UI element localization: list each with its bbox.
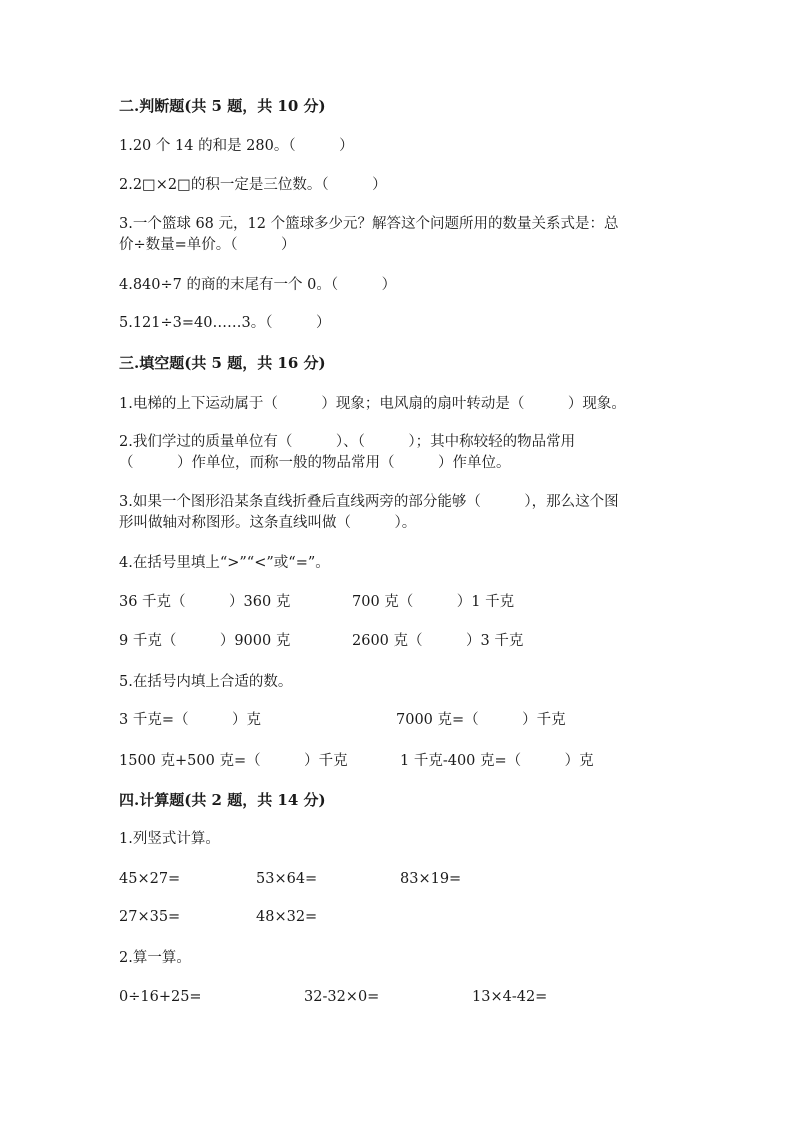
fill-question-2-line-1: 2.我们学过的质量单位有（ ）、（ ）；其中称较轻的物品常用 bbox=[119, 434, 576, 450]
calc-item: 0÷16+25= bbox=[119, 989, 202, 1005]
compare-item: 700 克（ ）1 千克 bbox=[352, 594, 515, 610]
unit-row-1 bbox=[119, 710, 679, 730]
judgment-question-3-line-1: 3.一个篮球 68 元，12 个篮球多少元？解答这个问题所用的数量关系式是：总 bbox=[119, 216, 619, 232]
unit-item: 3 千克=（ ）克 bbox=[119, 712, 261, 728]
section-title-judgment: 二.判断题(共 5 题，共 10 分) bbox=[119, 97, 326, 115]
compare-item: 9 千克（ ）9000 克 bbox=[119, 633, 291, 649]
calc-row-1 bbox=[119, 869, 679, 889]
section-title-calculation: 四.计算题(共 2 题，共 14 分) bbox=[119, 791, 326, 809]
calc-question-2: 2.算一算。 bbox=[119, 950, 191, 966]
judgment-question-4: 4.840÷7 的商的末尾有一个 0。（ ） bbox=[119, 277, 397, 293]
compare-item: 2600 克（ ）3 千克 bbox=[352, 633, 524, 649]
fill-question-4: 4.在括号里填上“>”“<”或“=”。 bbox=[119, 555, 330, 571]
calc-item: 32-32×0= bbox=[304, 989, 380, 1005]
compare-row-1 bbox=[119, 592, 679, 612]
compare-row-2 bbox=[119, 631, 679, 651]
unit-item: 7000 克=（ ）千克 bbox=[396, 712, 566, 728]
judgment-question-2: 2.2□×2□的积一定是三位数。（ ） bbox=[119, 177, 387, 193]
judgment-question-3-line-2: 价÷数量=单价。（ ） bbox=[119, 237, 296, 253]
calc-item: 83×19= bbox=[400, 871, 462, 887]
calc-row-3 bbox=[119, 987, 679, 1007]
unit-item: 1500 克+500 克=（ ）千克 bbox=[119, 753, 348, 769]
fill-question-3-line-1: 3.如果一个图形沿某条直线折叠后直线两旁的部分能够（ ），那么这个图 bbox=[119, 494, 619, 510]
fill-question-5: 5.在括号内填上合适的数。 bbox=[119, 674, 293, 690]
section-title-fill-in: 三.填空题(共 5 题，共 16 分) bbox=[119, 354, 326, 372]
calc-item: 13×4-42= bbox=[472, 989, 548, 1005]
calc-item: 27×35= bbox=[119, 909, 181, 925]
unit-row-2 bbox=[119, 751, 679, 771]
calc-row-2 bbox=[119, 907, 679, 927]
fill-question-2-line-2: （ ）作单位，而称一般的物品常用（ ）作单位。 bbox=[119, 455, 511, 471]
fill-question-3-line-2: 形叫做轴对称图形。这条直线叫做（ ）。 bbox=[119, 515, 417, 531]
compare-item: 36 千克（ ）360 克 bbox=[119, 594, 291, 610]
calc-item: 45×27= bbox=[119, 871, 181, 887]
unit-item: 1 千克-400 克=（ ）克 bbox=[400, 753, 594, 769]
judgment-question-5: 5.121÷3=40……3。（ ） bbox=[119, 315, 331, 331]
calc-item: 53×64= bbox=[256, 871, 318, 887]
fill-question-1: 1.电梯的上下运动属于（ ）现象；电风扇的扇叶转动是（ ）现象。 bbox=[119, 396, 626, 412]
judgment-question-1: 1.20 个 14 的和是 280。（ ） bbox=[119, 138, 354, 154]
calc-item: 48×32= bbox=[256, 909, 318, 925]
calc-question-1: 1.列竖式计算。 bbox=[119, 831, 220, 847]
